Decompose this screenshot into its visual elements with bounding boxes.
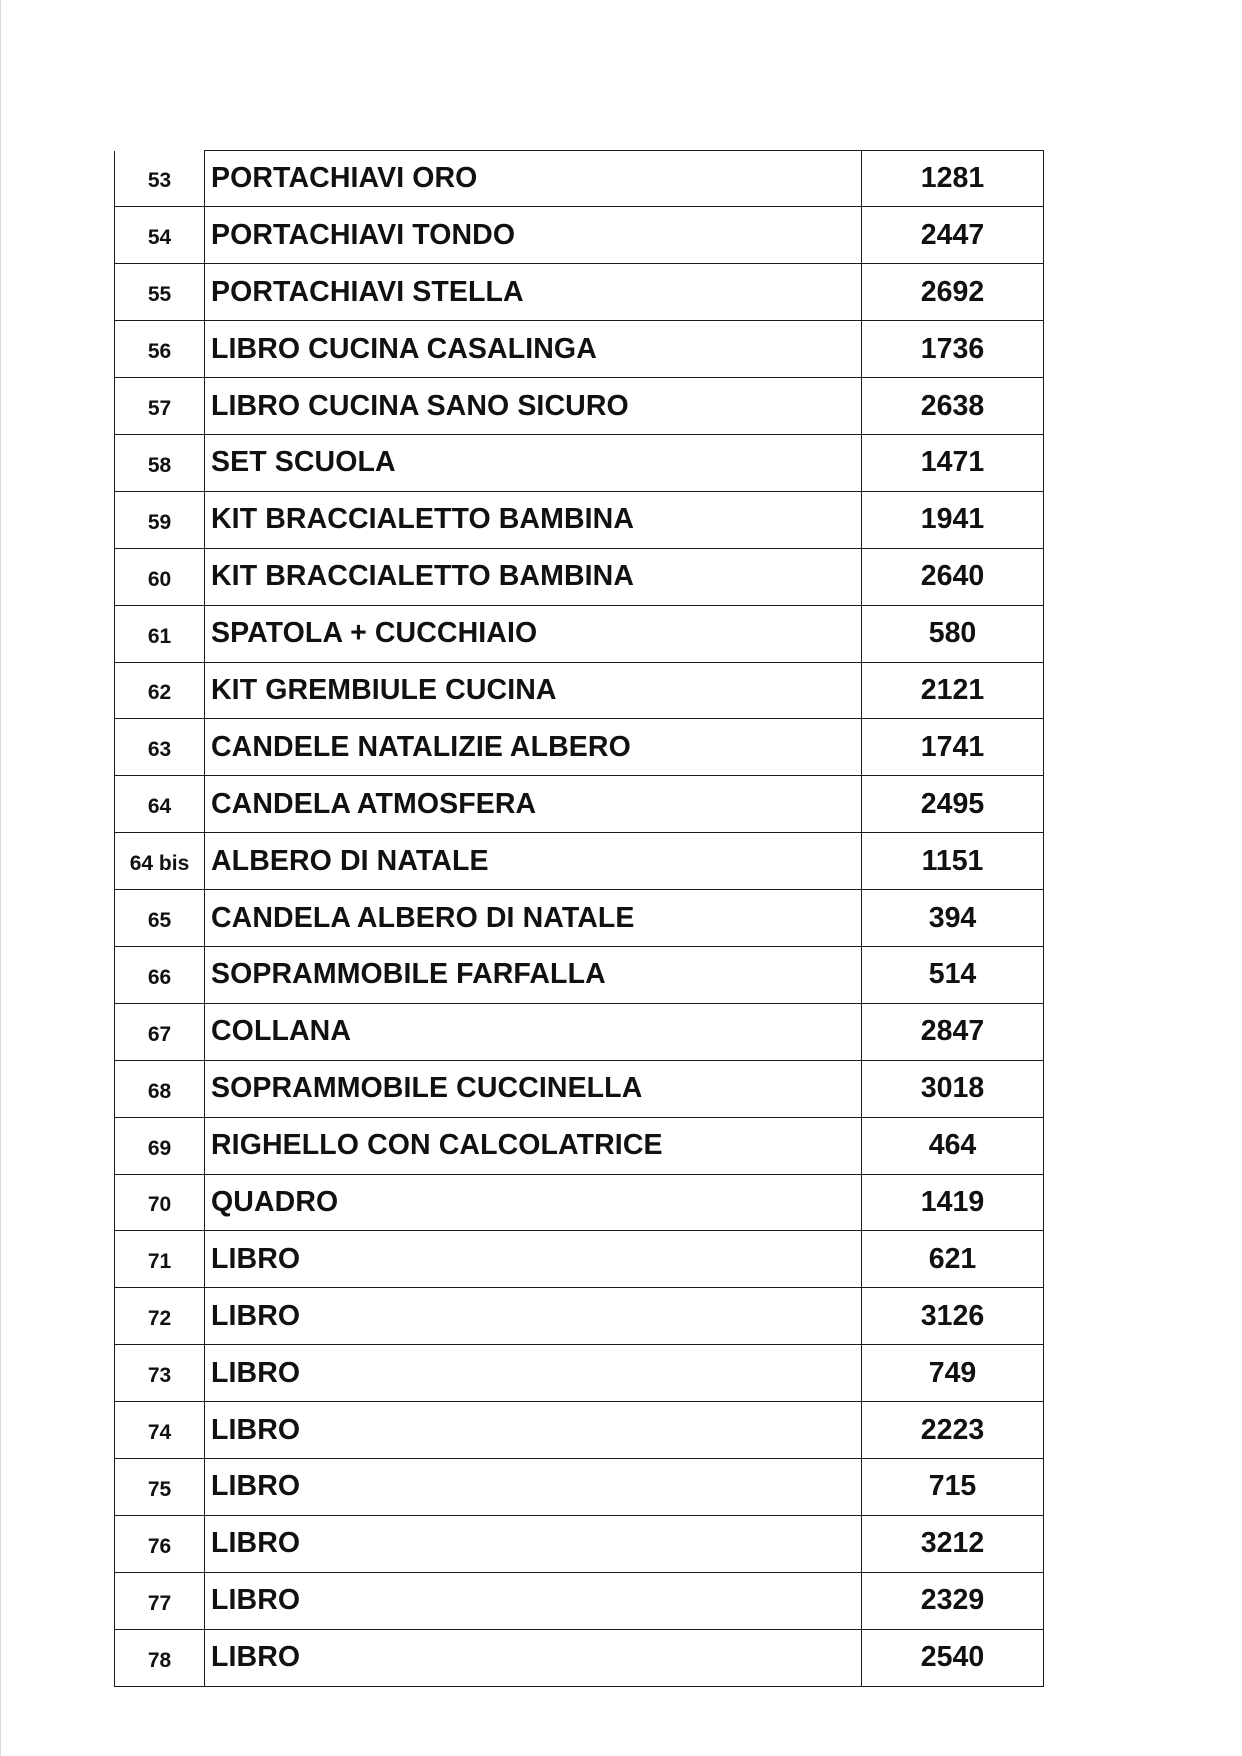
- item-value: 2847: [862, 1003, 1044, 1060]
- items-table: [114, 150, 1044, 1687]
- item-value: 1151: [862, 833, 1044, 890]
- row-number: 63: [115, 719, 205, 776]
- item-value: 3018: [862, 1060, 1044, 1117]
- table-row: [115, 719, 1044, 776]
- item-value: 2121: [862, 662, 1044, 719]
- item-name: LIBRO: [205, 1231, 862, 1288]
- table-row: [115, 1117, 1044, 1174]
- table-row: [115, 207, 1044, 264]
- item-value: 1941: [862, 491, 1044, 548]
- table-row: [115, 605, 1044, 662]
- page-edge-divider: [0, 0, 1, 1756]
- table-row: [115, 1572, 1044, 1629]
- item-name: SOPRAMMOBILE CUCCINELLA: [205, 1060, 862, 1117]
- row-number: 62: [115, 662, 205, 719]
- row-number: 58: [115, 434, 205, 491]
- item-name: KIT GREMBIULE CUCINA: [205, 662, 862, 719]
- row-number: 66: [115, 946, 205, 1003]
- row-number: 64: [115, 776, 205, 833]
- table-row: [115, 1402, 1044, 1459]
- table-row: [115, 1288, 1044, 1345]
- item-value: 749: [862, 1345, 1044, 1402]
- item-name: LIBRO: [205, 1629, 862, 1686]
- row-number: 74: [115, 1402, 205, 1459]
- item-value: 2640: [862, 548, 1044, 605]
- item-name: LIBRO: [205, 1345, 862, 1402]
- table-row: [115, 434, 1044, 491]
- table-row: [115, 378, 1044, 435]
- item-name: PORTACHIAVI TONDO: [205, 207, 862, 264]
- item-value: 2447: [862, 207, 1044, 264]
- item-name: CANDELA ATMOSFERA: [205, 776, 862, 833]
- item-name: LIBRO: [205, 1572, 862, 1629]
- row-number: 67: [115, 1003, 205, 1060]
- item-name: KIT BRACCIALETTO BAMBINA: [205, 491, 862, 548]
- item-name: CANDELE NATALIZIE ALBERO: [205, 719, 862, 776]
- table-row: [115, 1345, 1044, 1402]
- table-row: [115, 1629, 1044, 1686]
- item-value: 514: [862, 946, 1044, 1003]
- item-name: SOPRAMMOBILE FARFALLA: [205, 946, 862, 1003]
- item-name: PORTACHIAVI ORO: [205, 151, 862, 207]
- item-name: CANDELA ALBERO DI NATALE: [205, 890, 862, 947]
- item-value: 464: [862, 1117, 1044, 1174]
- table-row: [115, 321, 1044, 378]
- row-number: 77: [115, 1572, 205, 1629]
- item-name: RIGHELLO CON CALCOLATRICE: [205, 1117, 862, 1174]
- row-number: 68: [115, 1060, 205, 1117]
- table-row: [115, 890, 1044, 947]
- row-number: 76: [115, 1515, 205, 1572]
- row-number: 60: [115, 548, 205, 605]
- item-value: 2223: [862, 1402, 1044, 1459]
- table-row: [115, 548, 1044, 605]
- table-row: [115, 491, 1044, 548]
- row-number: 71: [115, 1231, 205, 1288]
- row-number: 56: [115, 321, 205, 378]
- item-value: 2495: [862, 776, 1044, 833]
- row-number: 64 bis: [115, 833, 205, 890]
- item-value: 1419: [862, 1174, 1044, 1231]
- item-value: 2329: [862, 1572, 1044, 1629]
- item-value: 1736: [862, 321, 1044, 378]
- row-number: 59: [115, 491, 205, 548]
- item-value: 394: [862, 890, 1044, 947]
- item-value: 621: [862, 1231, 1044, 1288]
- item-value: 3126: [862, 1288, 1044, 1345]
- table-row: [115, 1174, 1044, 1231]
- row-number: 78: [115, 1629, 205, 1686]
- item-name: LIBRO: [205, 1515, 862, 1572]
- table-row: [115, 1231, 1044, 1288]
- item-name: SPATOLA + CUCCHIAIO: [205, 605, 862, 662]
- row-number: 57: [115, 378, 205, 435]
- table-row: [115, 264, 1044, 321]
- item-name: ALBERO DI NATALE: [205, 833, 862, 890]
- row-number: 54: [115, 207, 205, 264]
- item-name: LIBRO: [205, 1288, 862, 1345]
- row-number: 61: [115, 605, 205, 662]
- item-value: 2540: [862, 1629, 1044, 1686]
- item-value: 580: [862, 605, 1044, 662]
- row-number: 55: [115, 264, 205, 321]
- item-value: 715: [862, 1458, 1044, 1515]
- item-value: 1471: [862, 434, 1044, 491]
- table-row: [115, 833, 1044, 890]
- item-name: LIBRO: [205, 1458, 862, 1515]
- row-number: 75: [115, 1458, 205, 1515]
- table-row: [115, 1060, 1044, 1117]
- item-name: PORTACHIAVI STELLA: [205, 264, 862, 321]
- row-number: 72: [115, 1288, 205, 1345]
- row-number: 73: [115, 1345, 205, 1402]
- table-row: [115, 946, 1044, 1003]
- item-value: 2638: [862, 378, 1044, 435]
- item-name: KIT BRACCIALETTO BAMBINA: [205, 548, 862, 605]
- item-name: LIBRO CUCINA SANO SICURO: [205, 378, 862, 435]
- item-name: QUADRO: [205, 1174, 862, 1231]
- table-row: [115, 151, 1044, 207]
- item-value: 3212: [862, 1515, 1044, 1572]
- item-value: 1741: [862, 719, 1044, 776]
- item-name: LIBRO CUCINA CASALINGA: [205, 321, 862, 378]
- item-value: 2692: [862, 264, 1044, 321]
- item-value: 1281: [862, 151, 1044, 207]
- item-name: LIBRO: [205, 1402, 862, 1459]
- row-number: 70: [115, 1174, 205, 1231]
- table-row: [115, 776, 1044, 833]
- table-row: [115, 662, 1044, 719]
- item-name: COLLANA: [205, 1003, 862, 1060]
- table-row: [115, 1515, 1044, 1572]
- row-number: 53: [115, 151, 205, 207]
- table-row: [115, 1003, 1044, 1060]
- row-number: 69: [115, 1117, 205, 1174]
- item-name: SET SCUOLA: [205, 434, 862, 491]
- row-number: 65: [115, 890, 205, 947]
- items-table-body: [115, 151, 1044, 1687]
- table-row: [115, 1458, 1044, 1515]
